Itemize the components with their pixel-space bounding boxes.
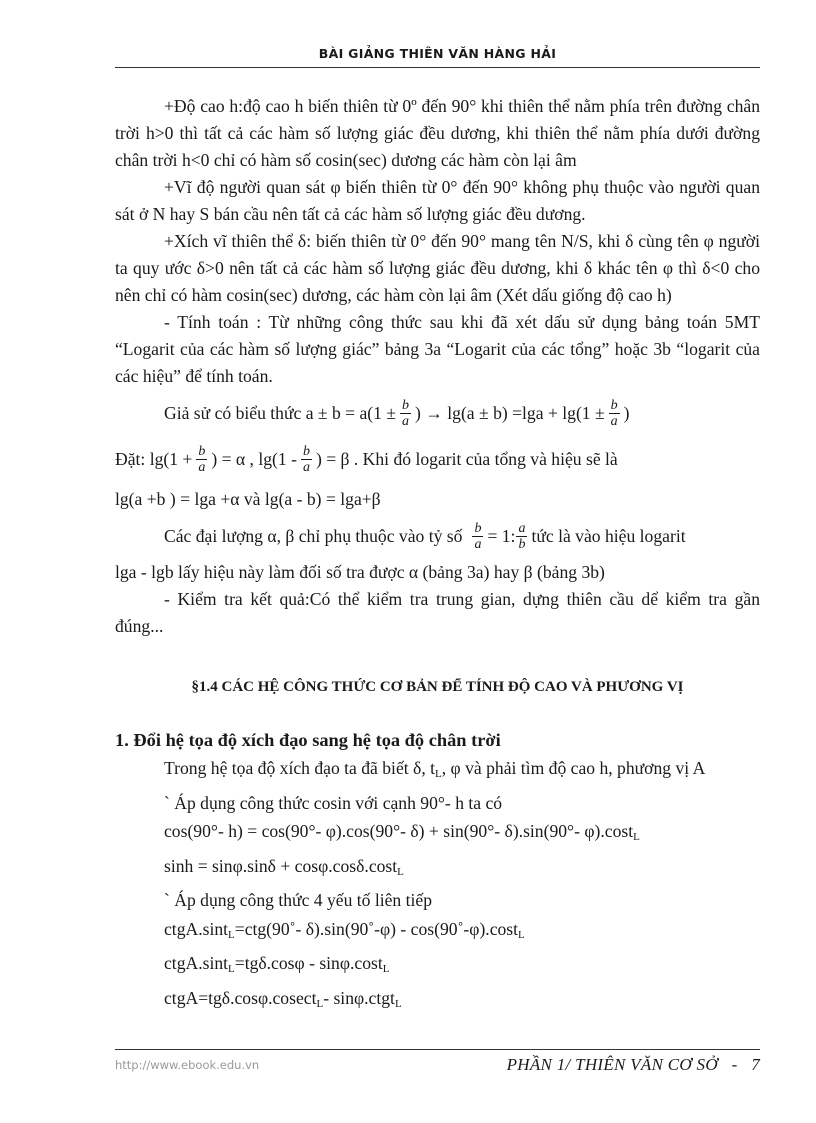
section-title: §1.4 CÁC HỆ CÔNG THỨC CƠ BẢN ĐỂ TÍNH ĐỘ CAO VÀ PHƯƠNG VỊ <box>191 679 684 695</box>
fraction-denominator: b <box>518 536 526 552</box>
subsection-title: 1. Đổi hệ tọa độ xích đạo sang hệ tọa độ chân trời <box>115 730 501 750</box>
math-text: Giả sử có biểu thức a ± b = a(1 ± <box>164 402 397 423</box>
fraction-denominator: a <box>474 536 482 552</box>
fraction-b-over-a <box>472 521 483 552</box>
subscript: L <box>518 928 525 941</box>
formula-cos-altitude <box>115 817 760 852</box>
fraction-denominator: a <box>198 459 206 475</box>
formula-intro <box>115 754 760 789</box>
footer-rule <box>115 1049 760 1050</box>
fraction-a-over-b <box>516 521 527 552</box>
subscript: L <box>397 865 404 878</box>
math-text: ) → lg(a ± b) =lga + lg(1 ± <box>415 402 605 423</box>
paragraph-declination: +Xích vĩ thiên thể δ: biến thiên từ 0° đến 90° mang tên N/S, khi δ cùng tên φ người ta quy ước δ>0 nên tất cả các hàm số lượng giác đều dương, khi δ khác tên φ thì δ<0 cho nên chỉ có hàm cosin(sec) dương, các hàm còn lại âm (Xét dấu giống độ cao h) <box>115 231 760 305</box>
header-title: BÀI GIẢNG THIÊN VĂN HÀNG HẢI <box>318 46 557 61</box>
math-line-ratio <box>115 513 760 559</box>
fraction-denominator: a <box>302 459 310 475</box>
footer-part-page: PHẦN 1/ THIÊN VĂN CƠ SỞ - 7 <box>506 1055 760 1074</box>
four-element-rule-note: ` Áp dụng công thức 4 yếu tố liên tiếp <box>164 890 433 910</box>
subscript: L <box>316 997 324 1010</box>
fraction-numerator: a <box>518 520 526 536</box>
formula-text: ctgA.sint <box>164 953 229 973</box>
formula-text: , φ và phải tìm độ cao h, phương vị A <box>441 758 706 778</box>
formula-ctga-1 <box>115 915 760 950</box>
subscript: L <box>394 997 402 1010</box>
paragraph-latitude: +Vĩ độ người quan sát φ biến thiên từ 0° đến 90° không phụ thuộc vào người quan sát ở N hay S bán cầu nên tất cả các hàm số lượng giác đều dương. <box>115 177 760 224</box>
footer-url: http://www.ebook.edu.vn <box>115 1058 260 1072</box>
formula-text: sinh = sinφ.sinδ + cosφ.cosδ.cost <box>164 855 398 876</box>
subscript: L <box>228 963 235 975</box>
header-rule <box>115 67 760 68</box>
formula-text: cos(90°- h) = cos(90°- φ).cos(90°- δ) + sin(90°- δ).sin(90°- φ).cost <box>164 821 634 841</box>
paragraph-altitude: +Độ cao h:độ cao h biến thiên từ 0º đến 90° khi thiên thể nằm phía trên đường chân trời h>0 thì tất cả các hàm số lượng giác đều dương, khi thiên thể nằm phía dưới đường chân trời h<0 chỉ có hàm số cosin(sec) dương các hàm còn lại âm <box>115 96 760 170</box>
fraction-b-over-a <box>301 444 312 475</box>
subscript: L <box>633 831 640 843</box>
paragraph-calculation: - Tính toán : Từ những công thức sau khi đã xét dấu sử dụng bảng toán 5MT “Logarit của các hàm số lượng giác” bảng 3a “Logarit của các tổng” hoặc 3b “logarit của các hiệu” để tính toán. <box>115 312 760 386</box>
math-line-definition <box>115 436 760 482</box>
math-text: ) = α , lg(1 - <box>211 448 297 469</box>
math-text: tức là vào hiệu logarit <box>531 525 686 546</box>
formula-ctga-2 <box>115 949 760 984</box>
formula-text: =ctg(90˚- δ).sin(90˚-φ) - cos(90˚-φ).cost <box>234 918 519 939</box>
fraction-numerator: b <box>302 443 310 459</box>
formula-ctga-3 <box>115 984 760 1019</box>
fraction-numerator: b <box>402 397 410 413</box>
fraction-b-over-a <box>196 444 207 475</box>
math-text: = 1: <box>487 525 516 546</box>
paragraph-verification: - Kiểm tra kết quả:Có thể kiểm tra trung gian, dựng thiên cầu dể kiểm tra gần đúng... <box>115 589 760 636</box>
fraction-numerator: b <box>474 520 482 536</box>
math-text: Các đại lượng α, β chỉ phụ thuộc vào tỷ số <box>164 525 463 546</box>
math-line-result: lg(a +b ) = lga +α và lg(a - b) = lga+β <box>115 489 381 509</box>
page-body <box>115 93 760 1018</box>
math-text: ) = β . Khi đó logarit của tổng và hiệu sẽ là <box>315 448 618 469</box>
math-text: ) <box>623 402 630 423</box>
formula-text: Trong hệ tọa độ xích đạo ta đã biết δ, t <box>164 758 436 778</box>
fraction-b-over-a <box>609 398 620 429</box>
formula-text: ctgA.sint <box>164 918 229 939</box>
subscript: L <box>382 963 390 975</box>
fraction-b-over-a <box>400 398 411 429</box>
formula-sinh <box>115 852 760 887</box>
cosine-rule-note: ` Áp dụng công thức cosin với cạnh 90°- h ta có <box>164 792 503 813</box>
formula-text: =tgδ.cosφ - sinφ.cost <box>234 953 383 973</box>
fraction-numerator: b <box>198 443 206 459</box>
fraction-denominator: a <box>402 413 410 429</box>
paragraph-lookup: lga - lgb lấy hiệu này làm đối số tra được α (bảng 3a) hay β (bảng 3b) <box>115 562 605 582</box>
formula-text: ctgA=tgδ.cosφ.cosect <box>164 987 317 1008</box>
math-line-expression <box>115 390 760 436</box>
subscript: L <box>228 928 235 941</box>
fraction-numerator: b <box>610 397 618 413</box>
fraction-denominator: a <box>610 413 618 429</box>
formula-text: - sinφ.ctgt <box>323 987 395 1008</box>
subscript: L <box>435 768 442 780</box>
math-text: Đặt: lg(1 + <box>115 448 193 469</box>
